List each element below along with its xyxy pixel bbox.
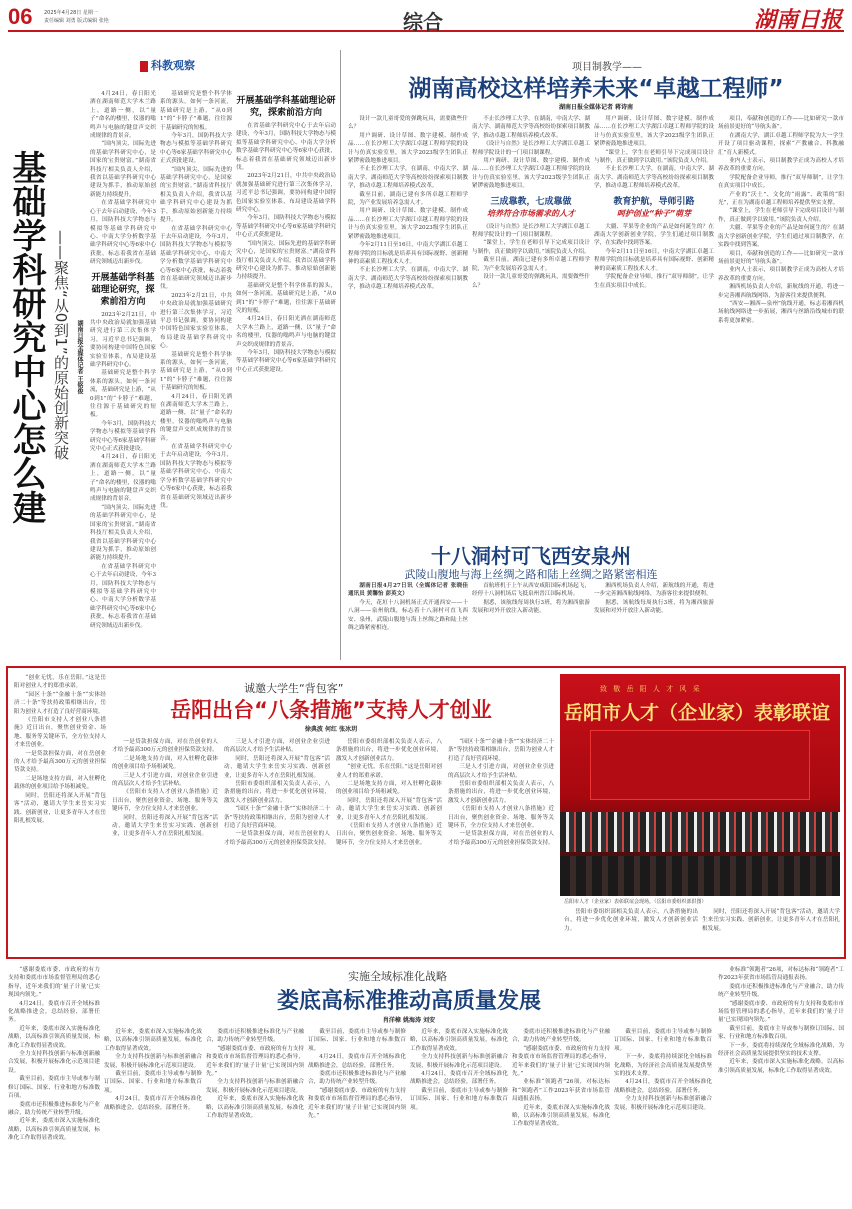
bottom-body-2: 近年来，娄底市深入实施标准化战略，以高标准引领高质量发展，标准化工作取得显著成效。 全力支持科技创新与标准创新融合发展，积极开展标准化示范项目建设。 截至目前，娄底市主导或参与制修订国际、国家、行业和地方标准数百项。 4月24日，娄底市召开全域标准化战略推进会，总结经验，部署任务。 — [104, 1029, 202, 1111]
box-body-2: 一是贷款担保方面，对在岳创业的人才给予最高300万元的创业担保贷款支持。 二是场地支持方面，对入驻孵化载体的创业项目给予场租减免。 三是人才引进方面，对创业企业引进的高层次人才给予生活补贴。 《岳阳市支持人才创业八条措施》近日出台，聚焦创业资金、场地、服务等关键环节，全方位支持人才来岳创业。 同时，岳阳还将深入开展“背包客”活动，邀请大学生来岳实习实践、创新创业，让更多青年人才在岳阳扎根发展。 — [112, 739, 218, 838]
page-number: 06 — [8, 4, 33, 29]
banner-text: 岳阳市人才（企业家）表彰联谊 — [564, 702, 831, 724]
mid-subtitle: 武陵山腹地与海上丝绸之路和陆上丝绸之路紧密相连 — [404, 568, 658, 581]
box-body-7: 同时，岳阳还将深入开展“背包客”活动，邀请大学生来岳实习实践、创新创业，让更多青年人才在岳阳扎根发展。 — [702, 909, 840, 932]
photo-caption: 岳阳市人才（企业家）表彰联谊会现场。（岳阳市委组织部供图） — [564, 899, 707, 905]
bottom-body-5: 近年来，娄底市深入实施标准化战略，以高标准引领高质量发展，标准化工作取得显著成效。 全力支持科技创新与标准创新融合发展，积极开展标准化示范项目建设。 4月24日，娄底市召开全域标准化战略推进会，总结经验，部署任务。 截至目前，娄底市主导或参与制修订国际、国家、行业和地方标准数百项。 — [410, 1029, 508, 1111]
stage-screen — [590, 730, 810, 800]
left-body-3: 开展基础学科基础理论研究，探索前沿方向 在省基础学科研究中心于去年启动建设，今年3月，国防科技大学物态与模拟等基础学科研究中心、中南大学分析数学基础学科研究中心等6家中心获批，标志着我省在基础研究领域迈出新步伐。 2023年2月21日，中共中央政治局就加强基础研究进行第三次集体学习，习近平总书记强调，要协同构建中国特色国家实验室体系，布局建设基础学科研究中心。 今年3月，国防科技大学物态与模拟等基础学科研究中心等6家基础学科研究中心正式获批建设。 “国内顶尖、国际先进的基础学科研究中心，是国家的宝贵财富。”湖南省科技厅相关负责人介绍，我省以基础学科研究中心建设为抓手，推动原始创新能力持续提升。 基础研究是整个科学体系的源头，如何一条河流，基础研究是上游，“从0到1”的“卡脖子”难题，往往源于基础研究的短板。 4月24日，春日阳光洒在湖南师范大学木兰路上，道路一侧，以“量子”命名的楼里，仪器的嗡鸣声与电脑的键盘声交织成规律的背景音。 今年3月，国防科技大学物态与模拟等基础学科研究中心等6家基础学科研究中心正式获批建设。 — [236, 96, 336, 373]
featured-box — [6, 666, 846, 959]
banner-small-text: 致 敬 岳 阳 人 才 风 采 — [600, 685, 702, 693]
feature-byline: 湖南日报全媒体记者 王铭俊 — [76, 320, 83, 395]
bottom-body-7: 截至目前，娄底市主导或参与制修订国际、国家、行业和地方标准数百项。 下一步，娄底将持续深化全域标准化战略，为经济社会高质量发展提供坚实的技术支撑。 4月24日，娄底市召开全域标准化战略推进会，总结经验，部署任务。 全力支持科技创新与标准创新融合发展，积极开展标准化示范项目建设。 — [614, 1029, 712, 1111]
column-icon — [140, 61, 148, 72]
mid-body-3: 湘西机场负责人介绍，新航线的开通，将进一步完善湘西航线网络，为游客往来提供便利。 据悉，该航线每周执行3班，将为湘西旅游发展和对外开放注入新动能。 — [594, 583, 714, 615]
bottom-kicker: 实施全域标准化战略 — [348, 970, 447, 983]
box-body-1: “创业无忧，乐在岳阳。”这是岳阳对创业人才的郑重承诺。 “园区十条”“金融十条”“实体经济二十条”等扶持政策相继出台，岳阳为创业人才打造了良好营商环境。 《岳阳市支持人才创业八条措施》近日出台，聚焦创业资金、场地、服务等关键环节，全方位支持人才来岳创业。 一是贷款担保方面，对在岳创业的人才给予最高300万元的创业担保贷款支持。 二是场地支持方面，对入驻孵化载体的创业项目给予场租减免。 同时，岳阳还将深入开展“背包客”活动，邀请大学生来岳实习实践、创新创业，让更多青年人才在岳阳扎根发展。 — [14, 675, 106, 824]
bottom-title: 娄底高标准推动高质量发展 — [276, 989, 541, 1014]
section-name: 综合 — [403, 10, 443, 34]
bottom-body-1: “感谢娄底市委、市政府的有力支持和娄底市市场监督管理局的悉心指导，近年来我们的‘量子计量’已实现国内领先。” 4月24日，娄底市召开全域标准化战略推进会，总结经验，部署任务。 近年来，娄底市深入实施标准化战略，以高标准引领高质量发展，标准化工作取得显著成效。 全力支持科技创新与标准创新融合发展，积极开展标准化示范项目建设。 截至目前，娄底市主导或参与制修订国际、国家、行业和地方标准数百项。 娄底市还积极推进标准化与产业融合，助力传统产业转型升级。 近年来，娄底市深入实施标准化战略，以高标准引领高质量发展，标准化工作取得显著成效。 — [8, 967, 100, 1142]
mid-body-1: 湖南日报4月27日讯（全媒体记者 张晓佳 通讯员 黄馨怡 彭英文） 今天，花垣十八洞机场正式开通西安——十八洞——泉州航线，标志着十八洞村可直飞西安、泉州，武陵山腹地与海上丝绸之路和陆上丝绸之路紧密相连。 — [348, 583, 468, 632]
audience — [560, 856, 840, 896]
box-body-6: 岳阳市委组织部相关负责人表示，八条措施的出台，将进一步优化创业环境，激发人才创新创业活力。 — [564, 909, 698, 932]
mid-body-2: 首航班机于上午从西安咸阳国际机场起飞，经停十八洞机场后飞抵泉州晋江国际机场。 据悉，该航线每周执行3班，将为湘西旅游发展和对外开放注入新动能。 — [472, 583, 590, 615]
bottom-byline: 肖洋樟 姚海涛 刘安 — [382, 1017, 436, 1024]
event-photo — [560, 674, 840, 896]
bottom-body-6: 娄底市还积极推进标准化与产业融合，助力传统产业转型升级。 “感谢娄底市委、市政府的有力支持和娄底市市场监督管理局的悉心指导，近年来我们的‘量子计量’已实现国内领先。” 业标准“领跑者”26项，对标达标和“领跑者”工作2023年获省市场监管局通报表扬。 近年来，娄底市深入实施标准化战略，以高标准引领高质量发展，标准化工作取得显著成效。 — [512, 1029, 610, 1128]
masthead-logo: 湖南日报 — [753, 7, 842, 33]
box-kicker: 诚邀大学生“背包客” — [244, 682, 344, 695]
bottom-body-4: 截至目前，娄底市主导或参与制修订国际、国家、行业和地方标准数百项。 4月24日，娄底市召开全域标准化战略推进会，总结经验，部署任务。 娄底市还积极推进标准化与产业融合，助力传统产业转型升级。 “感谢娄底市委、市政府的有力支持和娄底市市场监督管理局的悉心指导，近年来我们的‘量子计量’已实现国内领先。” — [308, 1029, 406, 1120]
column-logo — [140, 57, 230, 71]
editors: 责任编辑 刘勇 版式编辑 张艳 — [44, 18, 109, 24]
bottom-body-3: 娄底市还积极推进标准化与产业融合，助力传统产业转型升级。 “感谢娄底市委、市政府的有力支持和娄底市市场监督管理局的悉心指导，近年来我们的‘量子计量’已实现国内领先。” 全力支持科技创新与标准创新融合发展，积极开展标准化示范项目建设。 近年来，娄底市深入实施标准化战略，以高标准引领高质量发展，标准化工作取得显著成效。 — [206, 1029, 304, 1120]
feature-title: 基础学科研究中心怎么建 — [6, 150, 46, 524]
box-body-3: 三是人才引进方面，对创业企业引进的高层次人才给予生活补贴。 同时，岳阳还将深入开展“背包客”活动，邀请大学生来岳实习实践、创新创业，让更多青年人才在岳阳扎根发展。 岳阳市委组织部相关负责人表示，八条措施的出台，将进一步优化创业环境，激发人才创新创业活力。 “园区十条”“金融十条”“实体经济二十条”等扶持政策相继出台，岳阳为创业人才打造了良好营商环境。 一是贷款担保方面，对在岳创业的人才给予最高300万元的创业担保贷款支持。 — [224, 739, 330, 846]
box-body-5: “园区十条”“金融十条”“实体经济二十条”等扶持政策相继出台，岳阳为创业人才打造了良好营商环境。 三是人才引进方面，对创业企业引进的高层次人才给予生活补贴。 岳阳市委组织部相关负责人表示，八条措施的出台，将进一步优化创业环境，激发人才创新创业活力。 《岳阳市支持人才创业八条措施》近日出台，聚焦创业资金、场地、服务等关键环节，全方位支持人才来岳创业。 一是贷款担保方面，对在岳创业的人才给予最高300万元的创业担保贷款支持。 — [448, 739, 554, 846]
top-body-3: 用户调研、设计草图、数字建模、制作成品……在长沙理工大学湖江卓越工程师学院的设计与仿真实验室里，该大学2023级学生团队正紧锣密鼓地推进项目。 “课堂上，学生在老师引导下完成项目设计与制作，真正做到学以致用。”该院负责人介绍。 不止长沙理工大学，在湖南，中南大学、湖南大学、湖南师范大学等高校纷纷探索项目制教学，推动卓越工程师培养模式改革。 教育护航，导师引路 呵护创业“种子”萌芽 大疆、苹果等企业的产品是如何诞生的？在湖南大学创新创业学院，学生们通过项目制教学，在实践中找到答案。 今年2月11日至16日，中南大学湖江卓越工程师学院的目标就是培养具有国际视野、创新精神的高素质工程技术人才。 学院配备企业导师，推行“双导师制”，让学生在真实项目中成长。 — [594, 116, 714, 289]
top-body-4: 项目，奉献和创造的工作——比如研究一款市场前景更好的“导航头盔”。 在湖南大学，湖江卓越工程师学院为大一学生开设了项目驱动课程，探索“产教融合、科教融汇”育人新模式。 业内人士表示，项目制教学正成为高校人才培养改革的重要方向。 学院配备企业导师，推行“双导师制”，让学生在真实项目中成长。 产业的“沃土”、文化的“雨露”、政策的“阳光”，正在为湖南卓越工程师培养提供坚实支撑。 “课堂上，学生在老师引导下完成项目设计与制作，真正做到学以致用。”该院负责人介绍。 大疆、苹果等企业的产品是如何诞生的？在湖南大学创新创业学院，学生们通过项目制教学，在实践中找到答案。 项目，奉献和创造的工作——比如研究一款市场前景更好的“导航头盔”。 业内人士表示，项目制教学正成为高校人才培养改革的重要方向。 湘西机场负责人介绍，新航线的开通，将进一步完善湘西航线网络，为游客往来提供便利。 “西安—湘西—泉州”航线开通，标志着湘西机场航线网络进一步拓展，湘西与丝路沿线城市的联系将更加紧密。 — [718, 116, 844, 324]
box-title: 岳阳出台“八条措施”支持人才创业 — [170, 698, 492, 722]
mid-title: 十八洞村可飞西安泉州 — [431, 544, 631, 568]
top-body-2: 不止长沙理工大学，在湖南，中南大学、湖南大学、湖南师范大学等高校纷纷探索项目制教学，推动卓越工程师培养模式改革。 《设计与自然》是长沙理工大学湖江卓越工程师学院设计的一门项目制课程。 用户调研、设计草图、数字建模、制作成品……在长沙理工大学湖江卓越工程师学院的设计与仿真实验室里，该大学2023级学生团队正紧锣密鼓地推进项目。 三成靠教，七成靠做 培养符合市场需求的人才 《设计与自然》是长沙理工大学湖江卓越工程师学院设计的一门项目制课程。 “课堂上，学生在老师引导下完成项目设计与制作，真正做到学以致用。”该院负责人介绍。 截至目前，湖南已建有多所卓越工程师学院，为产业发展培养急需人才。 设计一款儿童哥爱的弹跳玩具，需要做些什么？ — [472, 116, 590, 289]
bottom-body-8: 业标准“领跑者”26项，对标达标和“领跑者”工作2023年获省市场监管局通报表扬。 娄底市还积极推进标准化与产业融合，助力传统产业转型升级。 “感谢娄底市委、市政府的有力支持和娄底市市场监督管理局的悉心指导，近年来我们的‘量子计量’已实现国内领先。” 截至目前，娄底市主导或参与制修订国际、国家、行业和地方标准数百项。 下一步，娄底将持续深化全域标准化战略，为经济社会高质量发展提供坚实的技术支撑。 近年来，娄底市深入实施标准化战略，以高标准引领高质量发展，标准化工作取得显著成效。 — [718, 967, 844, 1074]
top-kicker: 项目制教学—— — [572, 62, 642, 73]
top-subhead-2: 教育护航，导师引路 呵护创业“种子”萌芽 — [613, 196, 695, 218]
issue-date: 2025年4月28日 星期一 — [44, 10, 98, 16]
top-body-1: 设计一款儿童哥爱的弹跳玩具，需要做些什么？ 用户调研、设计草图、数字建模、制作成品……在长沙理工大学湖江卓越工程师学院的设计与仿真实验室里，该大学2023级学生团队正紧锣密鼓地推进项目。 不止长沙理工大学，在湖南，中南大学、湖南大学、湖南师范大学等高校纷纷探索项目制教学，推动卓越工程师培养模式改革。 截至目前，湖南已建有多所卓越工程师学院，为产业发展培养急需人才。 用户调研、设计草图、数字建模、制作成品……在长沙理工大学湖江卓越工程师学院的设计与仿真实验室里，该大学2023级学生团队正紧锣密鼓地推进项目。 今年2月11日至16日，中南大学湖江卓越工程师学院的目标就是培养具有国际视野、创新精神的高素质工程技术人才。 不止长沙理工大学，在湖南，中南大学、湖南大学、湖南师范大学等高校纷纷探索项目制教学，推动卓越工程师培养模式改革。 — [348, 116, 468, 291]
top-title: 湖南高校这样培养未来“卓越工程师” — [408, 76, 784, 102]
left-subhead: 开展基础学科基础理论研究，探索前沿方向 — [91, 272, 155, 307]
left-body-2: 基础研究是整个科学体系的源头，如何一条河流，基础研究是上游，“从0到1”的“卡脖子”难题，往往源于基础研究的短板。 今年3月，国防科技大学物态与模拟等基础学科研究中心等6家基础学科研究中心正式获批建设。 “国内顶尖、国际先进的基础学科研究中心，是国家的宝贵财富。”湖南省科技厅相关负责人介绍，我省以基础学科研究中心建设为抓手，推动原始创新能力持续提升。 在省基础学科研究中心于去年启动建设，今年3月，国防科技大学物态与模拟等基础学科研究中心、中南大学分析数学基础学科研究中心等6家中心获批，标志着我省在基础研究领域迈出新步伐。 2023年2月21日，中共中央政治局就加强基础研究进行第三次集体学习，习近平总书记强调，要协同构建中国特色国家实验室体系，布局建设基础学科研究中心。 基础研究是整个科学体系的源头，如何一条河流，基础研究是上游，“从0到1”的“卡脖子”难题，往往源于基础研究的短板。 4月24日，春日阳光洒在湖南师范大学木兰路上，道路一侧，以“量子”命名的楼里，仪器的嗡鸣声与电脑的键盘声交织成规律的背景音。 在省基础学科研究中心于去年启动建设，今年3月，国防科技大学物态与模拟等基础学科研究中心、中南大学分析数学基础学科研究中心等6家中心获批，标志着我省在基础研究领域迈出新步伐。 — [160, 91, 232, 509]
column-name: 科教观察 — [151, 59, 195, 72]
feature-subtitle: ——聚焦“从0到1”的原始创新突破 — [52, 230, 70, 460]
left-body-1: 4月24日，春日阳光洒在湖南师范大学木兰路上，道路一侧，以“量子”命名的楼里，仪器的嗡鸣声与电脑的键盘声交织成规律的背景音。 “国内顶尖、国际先进的基础学科研究中心，是国家的宝贵财富。”湖南省科技厅相关负责人介绍，我省以基础学科研究中心建设为抓手，推动原始创新能力持续提升。 在省基础学科研究中心于去年启动建设，今年3月，国防科技大学物态与模拟等基础学科研究中心、中南大学分析数学基础学科研究中心等6家中心获批，标志着我省在基础研究领域迈出新步伐。 开展基础学科基础理论研究，探索前沿方向 2023年2月21日，中共中央政治局就加强基础研究进行第三次集体学习，习近平总书记强调，要协同构建中国特色国家实验室体系，布局建设基础学科研究中心。 基础研究是整个科学体系的源头，如何一条河流，基础研究是上游，“从0到1”的“卡脖子”难题，往往源于基础研究的短板。 今年3月，国防科技大学物态与模拟等基础学科研究中心等6家基础学科研究中心正式获批建设。 4月24日，春日阳光洒在湖南师范大学木兰路上，道路一侧，以“量子”命名的楼里，仪器的嗡鸣声与电脑的键盘声交织成规律的背景音。 “国内顶尖、国际先进的基础学科研究中心，是国家的宝贵财富。”湖南省科技厅相关负责人介绍，我省以基础学科研究中心建设为抓手，推动原始创新能力持续提升。 在省基础学科研究中心于去年启动建设，今年3月，国防科技大学物态与模拟等基础学科研究中心、中南大学分析数学基础学科研究中心等6家中心获批，标志着我省在基础研究领域迈出新步伐。 — [90, 91, 156, 629]
page-header — [8, 6, 844, 32]
stage-people — [560, 812, 840, 852]
box-byline: 徐典波 何红 张冰玥 — [304, 726, 358, 733]
box-body-4: 岳阳市委组织部相关负责人表示，八条措施的出台，将进一步优化创业环境，激发人才创新创业活力。 “创业无忧，乐在岳阳。”这是岳阳对创业人才的郑重承诺。 二是场地支持方面，对入驻孵化载体的创业项目给予场租减免。 同时，岳阳还将深入开展“背包客”活动，邀请大学生来岳实习实践、创新创业，让更多青年人才在岳阳扎根发展。 《岳阳市支持人才创业八条措施》近日出台，聚焦创业资金、场地、服务等关键环节，全方位支持人才来岳创业。 — [336, 739, 442, 846]
top-subhead-1: 三成靠教，七成靠做 培养符合市场需求的人才 — [487, 196, 575, 218]
top-byline: 湖南日报全媒体记者 蒋诗南 — [558, 104, 634, 111]
column-divider — [340, 50, 341, 660]
